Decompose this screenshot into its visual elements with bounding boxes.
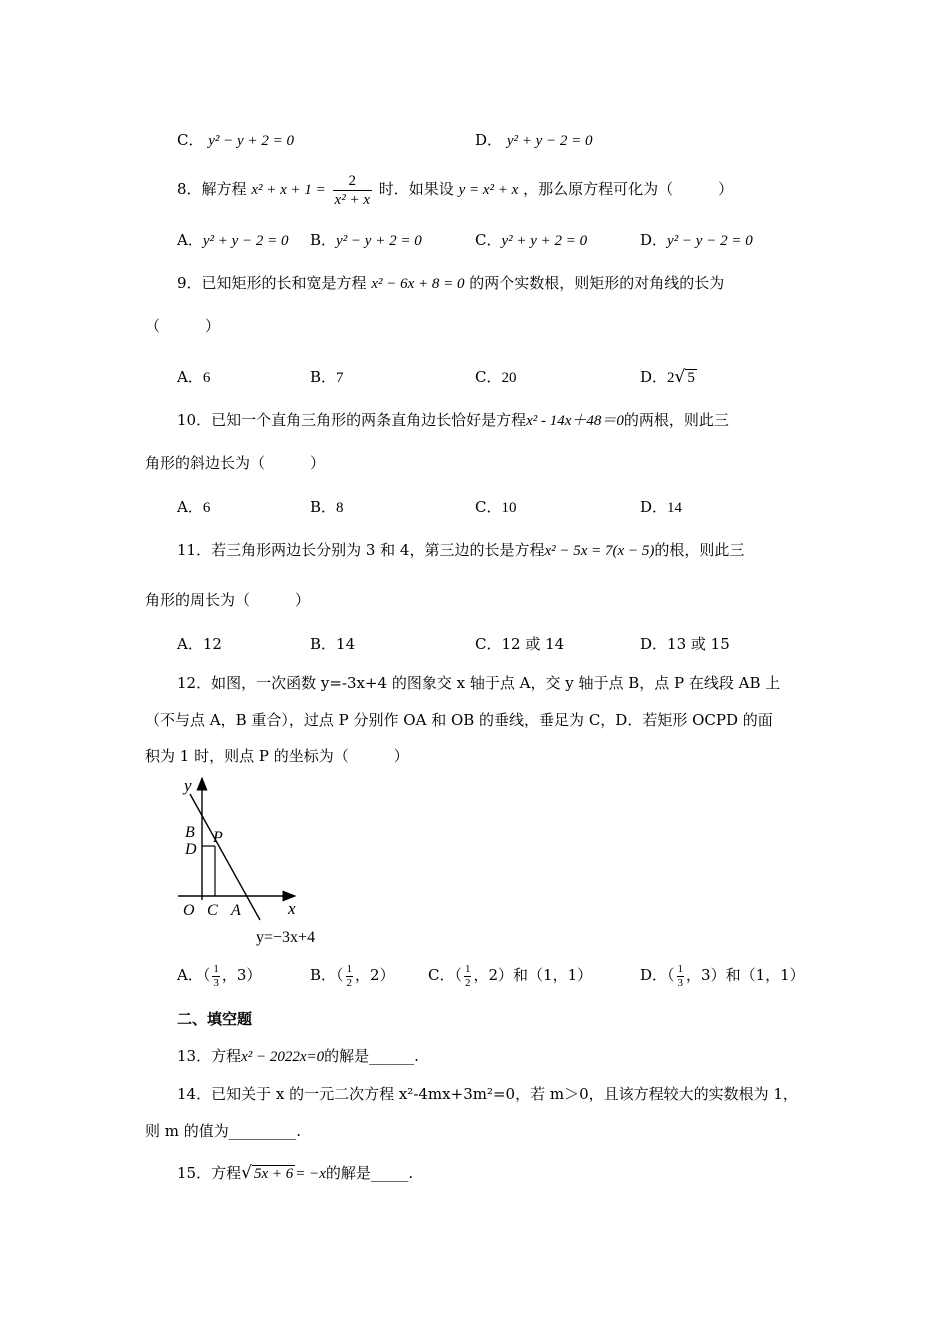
option-label: A． bbox=[177, 635, 203, 653]
q11-option-c bbox=[475, 634, 564, 654]
q14-stem-line1: 14．已知关于 x 的一元二次方程 x²-4mx+3m²=0，若 m＞0，且该方程较大的实数根为 1， bbox=[177, 1085, 798, 1103]
q12-option-d bbox=[640, 955, 805, 995]
q10-option-b bbox=[310, 497, 344, 518]
q11-option-d bbox=[640, 634, 730, 654]
q8-option-c bbox=[475, 230, 587, 251]
option-label: D． bbox=[640, 498, 668, 516]
point-p-label: P bbox=[213, 829, 223, 846]
option-label: D．（ bbox=[640, 966, 675, 984]
q11-stem-line2: 角形的周长为（ ） bbox=[145, 591, 311, 609]
q12-option-c bbox=[428, 955, 592, 995]
q8-option-d bbox=[640, 230, 753, 251]
q8-tail: ，那么原方程可化为（ ） bbox=[523, 180, 734, 198]
q9-option-a bbox=[177, 367, 210, 388]
q9-option-c bbox=[475, 367, 516, 388]
point-b-label: B bbox=[185, 824, 195, 841]
point-o-label: O bbox=[183, 902, 195, 919]
option-label: C． bbox=[177, 131, 204, 149]
option-fraction bbox=[212, 963, 220, 990]
q9-option-d bbox=[640, 367, 697, 388]
option-label: D． bbox=[475, 131, 503, 149]
option-expr: y² + y − 2 = 0 bbox=[202, 233, 289, 249]
q12-option-b bbox=[310, 955, 395, 995]
option-label: D． bbox=[640, 368, 668, 386]
q15-tail: 的解是_____. bbox=[325, 1164, 414, 1182]
option-coefficient: 2 bbox=[667, 370, 675, 386]
q10-equation: x² - 14x＋48＝0 bbox=[526, 413, 624, 429]
option-label: C． bbox=[475, 231, 502, 249]
option-expr: y² + y − 2 = 0 bbox=[506, 133, 593, 149]
q11-tail: 的根，则此三 bbox=[654, 541, 745, 559]
option-value: 8 bbox=[336, 500, 344, 516]
q10-lead: 10．已知一个直角三角形的两条直角边长恰好是方程 bbox=[177, 411, 527, 429]
option-value: 12 bbox=[202, 635, 222, 653]
q15-lead: 15．方程 bbox=[177, 1164, 242, 1182]
q10-stem-line2: 角形的斜边长为（ ） bbox=[145, 454, 326, 472]
option-expr: y² + y + 2 = 0 bbox=[501, 233, 588, 249]
fraction-denominator: 2 bbox=[464, 976, 471, 989]
fraction-numerator: 1 bbox=[677, 962, 684, 975]
x-axis-label: x bbox=[288, 899, 296, 918]
option-label: D． bbox=[640, 231, 668, 249]
option-label: A．（ bbox=[177, 966, 211, 984]
option-value: 14 bbox=[336, 635, 356, 653]
graph-line bbox=[190, 794, 260, 920]
option-value: 6 bbox=[202, 500, 211, 516]
q9-tail: 的两个实数根，则矩形的对角线的长为 bbox=[469, 274, 725, 292]
option-label: C． bbox=[475, 368, 502, 386]
fraction-denominator: 3 bbox=[677, 976, 684, 989]
q8-fraction bbox=[333, 172, 372, 209]
q10-stem-line1 bbox=[177, 410, 729, 431]
fraction-numerator: 1 bbox=[346, 962, 353, 975]
q8-number: 8．解方程 bbox=[177, 180, 247, 198]
option-rest: ，3）和（1，1） bbox=[686, 966, 805, 984]
q14-stem-line2: 则 m 的值为_________. bbox=[145, 1122, 302, 1140]
q11-equation: x² − 5x = 7(x − 5) bbox=[544, 543, 655, 559]
option-label: A． bbox=[177, 231, 203, 249]
point-a-label: A bbox=[231, 902, 241, 919]
option-value: 13 或 15 bbox=[667, 635, 730, 653]
q9-lead: 9．已知矩形的长和宽是方程 bbox=[177, 274, 367, 292]
radical-icon: √ bbox=[674, 367, 686, 387]
fraction-denominator: 2 bbox=[346, 976, 353, 989]
section-heading: 二、填空题 bbox=[177, 1010, 253, 1028]
q13-tail: 的解是______. bbox=[324, 1047, 419, 1065]
option-expr: y² − y + 2 = 0 bbox=[336, 233, 422, 249]
option-expr: y² − y − 2 = 0 bbox=[667, 233, 753, 249]
option-rest: ，3） bbox=[221, 966, 262, 984]
q8-option-b bbox=[310, 230, 422, 251]
option-label: B． bbox=[310, 635, 337, 653]
q11-lead: 11．若三角形两边长分别为 3 和 4，第三边的长是方程 bbox=[177, 541, 545, 559]
option-value: 6 bbox=[202, 370, 211, 386]
option-value: 7 bbox=[336, 370, 344, 386]
option-label: C． bbox=[475, 635, 502, 653]
option-label: B． bbox=[310, 498, 337, 516]
point-d-label: D bbox=[185, 841, 197, 858]
option-label: A． bbox=[177, 368, 203, 386]
fraction-numerator: 1 bbox=[464, 962, 471, 975]
q9-stem bbox=[177, 273, 724, 294]
option-value: 12 或 14 bbox=[501, 635, 565, 653]
q8-mid: 时．如果设 bbox=[378, 180, 454, 198]
option-label: A． bbox=[177, 498, 203, 516]
q7-option-c bbox=[177, 130, 294, 151]
option-fraction bbox=[677, 963, 685, 990]
y-axis-label: y bbox=[184, 776, 192, 795]
q9-equation: x² − 6x + 8 = 0 bbox=[371, 276, 465, 292]
q12-figure bbox=[170, 772, 350, 952]
q9-option-b bbox=[310, 367, 344, 388]
option-label: C． bbox=[475, 498, 502, 516]
option-label: B． bbox=[310, 368, 337, 386]
q10-option-a bbox=[177, 497, 210, 518]
q15-rhs: = −x bbox=[295, 1166, 326, 1182]
q12-stem-line2: （不与点 A，B 重合），过点 P 分别作 OA 和 OB 的垂线，垂足为 C，D．若矩形 OCPD 的面 bbox=[145, 711, 773, 729]
option-fraction bbox=[464, 963, 472, 990]
q9-paren: （ ） bbox=[145, 317, 221, 335]
radical-icon: √ bbox=[241, 1163, 252, 1183]
q8-lhs: x² + x + 1 = bbox=[251, 182, 326, 198]
option-rest: ，2） bbox=[355, 966, 395, 984]
q15-radicand: 5x + 6 bbox=[253, 1166, 294, 1182]
option-value: 10 bbox=[501, 500, 517, 516]
option-label: C．（ bbox=[428, 966, 462, 984]
option-value: 20 bbox=[501, 370, 517, 386]
q10-option-c bbox=[475, 497, 516, 518]
option-expr: y² − y + 2 = 0 bbox=[208, 133, 294, 149]
option-value: 14 bbox=[667, 500, 683, 516]
option-radicand: 5 bbox=[687, 370, 695, 386]
q13-stem bbox=[177, 1046, 419, 1067]
q11-option-a bbox=[177, 634, 222, 654]
option-rest: ，2）和（1，1） bbox=[473, 966, 593, 984]
q8-frac-denominator: x² + x bbox=[334, 191, 370, 208]
option-fraction bbox=[346, 963, 354, 990]
q8-stem bbox=[177, 169, 733, 210]
q10-option-d bbox=[640, 497, 682, 518]
q12-stem-line1: 12．如图，一次函数 y=-3x+4 的图象交 x 轴于点 A，交 y 轴于点 B，点 P 在线段 AB 上 bbox=[177, 674, 781, 692]
fraction-numerator: 1 bbox=[213, 962, 219, 975]
q7-option-d bbox=[475, 130, 593, 151]
point-c-label: C bbox=[207, 902, 218, 919]
q13-lead: 13．方程 bbox=[177, 1047, 242, 1065]
option-label: B． bbox=[310, 231, 337, 249]
q8-substitution: y = x² + x bbox=[458, 182, 519, 198]
q13-equation: x² − 2022x=0 bbox=[241, 1049, 325, 1065]
q10-tail: 的两根，则此三 bbox=[623, 411, 729, 429]
q11-stem-line1 bbox=[177, 540, 744, 561]
function-caption: y=−3x+4 bbox=[256, 929, 316, 946]
q8-option-a bbox=[177, 230, 289, 251]
fraction-denominator: 3 bbox=[213, 976, 219, 989]
option-label: D． bbox=[640, 635, 668, 653]
q15-stem bbox=[177, 1163, 413, 1184]
q12-stem-line3: 积为 1 时，则点 P 的坐标为（ ） bbox=[145, 747, 409, 765]
q11-option-b bbox=[310, 634, 355, 654]
q8-frac-numerator: 2 bbox=[333, 172, 372, 191]
q12-option-a bbox=[177, 955, 261, 995]
option-label: B．（ bbox=[310, 966, 344, 984]
